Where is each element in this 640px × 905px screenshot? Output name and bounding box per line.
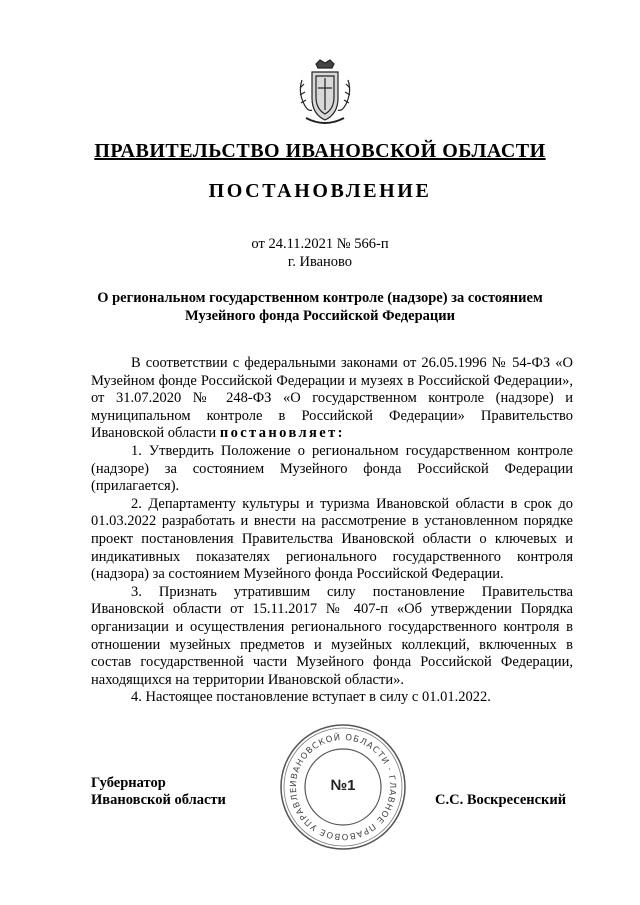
decree-word: постановляет: <box>219 425 345 442</box>
item-1-paragraph: 1. Утвердить Положение о региональном государственном контроле (надзоре) за состоянием Музейного фонда Российской Федерации (прилагается). <box>91 442 573 495</box>
item-4-paragraph: 4. Настоящее постановление вступает в силу с 01.01.2022. <box>131 689 491 706</box>
position-line-2: Ивановской области <box>91 792 226 808</box>
item-2-paragraph: 2. Департаменту культуры и туризма Ивановской области в срок до 01.03.2022 разработать и внести на рассмотрение в установленном порядке проект постановления Правительства Ивановской области о ключевых и индикативных показателях регионального государственного контроля (надзора) за состоянием Музейного фонда Российской Федерации. <box>91 495 573 583</box>
signatory-position <box>91 775 226 809</box>
subject-line-1: О региональном государственном контроле (надзоре) за состоянием <box>97 290 543 306</box>
document-body <box>91 355 573 707</box>
stamp-number: №1 <box>330 777 356 794</box>
stamp-ring-text: ИВАНОВСКОЙ ОБЛАСТИ · ГЛАВНОЕ ПРАВОВОЕ УПРАВЛЕ <box>288 732 398 842</box>
document-city: г. Иваново <box>287 254 353 270</box>
document-date-number: от 24.11.2021 № 566-п <box>251 236 389 252</box>
position-line-1: Губернатор <box>91 775 166 791</box>
organization-title: ПРАВИТЕЛЬСТВО ИВАНОВСКОЙ ОБЛАСТИ <box>94 140 546 162</box>
document-type-heading: ПОСТАНОВЛЕНИЕ <box>208 180 432 202</box>
preamble-paragraph <box>91 355 573 443</box>
official-stamp <box>278 722 408 852</box>
subject-line-2: Музейного фонда Российской Федерации <box>185 308 455 324</box>
item-3-paragraph: 3. Признать утратившим силу постановление Правительства Ивановской области от 15.11.2017 № 407-п «Об утверждении Порядка организации и осуществления регионального государственного контроля в отношении музейных предметов и музейных коллекций, включенных в состав государственной части Музейного фонда Российской Федерации, находящихся на территории Ивановской области». <box>91 583 573 688</box>
coat-of-arms-emblem <box>296 58 354 128</box>
preamble-text: В соответствии с федеральными законами от 26.05.1996 № 54-ФЗ «О Музейном фонде Российской Федерации и музеях в Российской Федерации», от 31.07.2020 № 248-ФЗ «О государственном контроле (надзоре) и муниципальном контроле в Российской Федерации» Правительство Ивановской области <box>91 355 573 442</box>
signatory-name: С.С. Воскресенский <box>435 792 567 808</box>
document-subject <box>60 289 580 325</box>
